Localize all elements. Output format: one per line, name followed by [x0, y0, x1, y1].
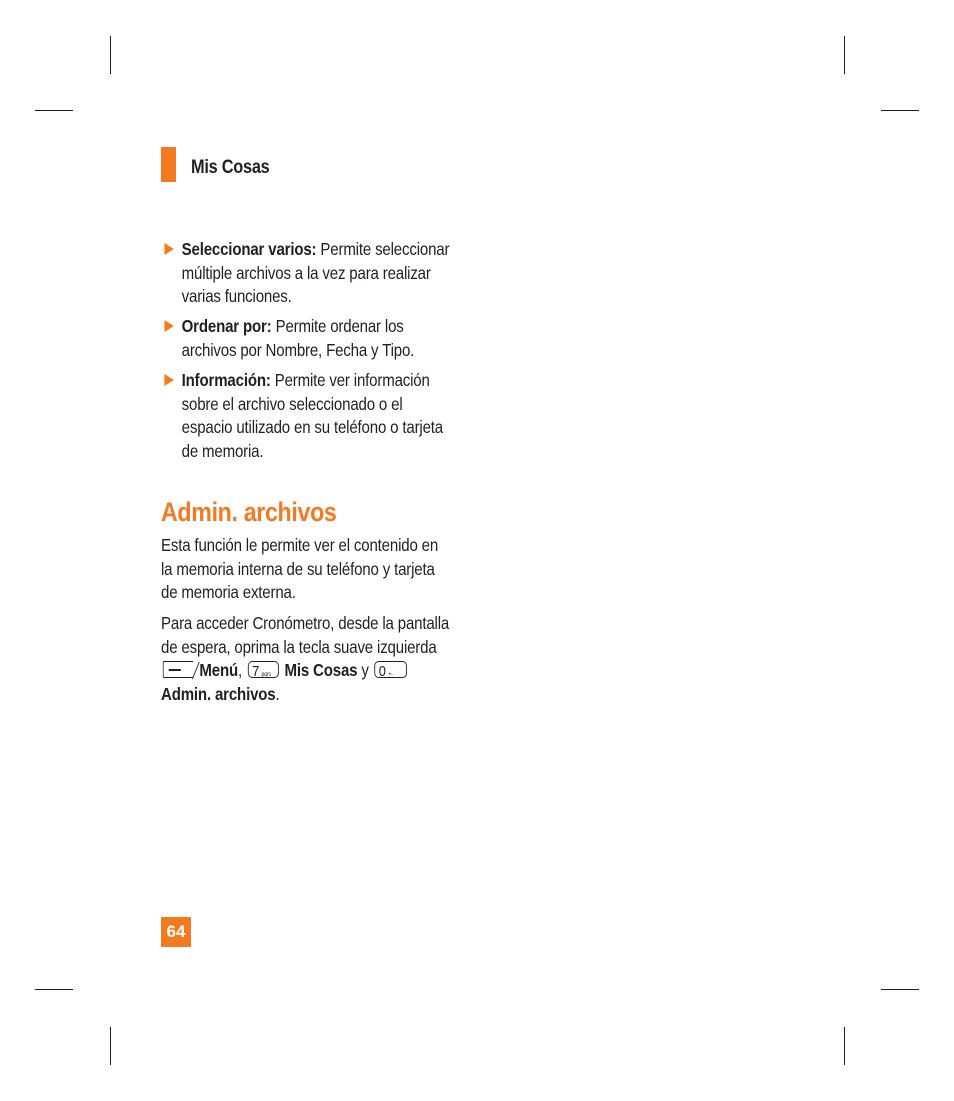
intro-paragraph: Esta función le permite ver el contenido en la memoria interna de su teléfono y tarjeta de memoria externa.: [161, 535, 439, 602]
section-title: Mis Cosas: [191, 157, 270, 178]
bullet-triangle-icon: [164, 320, 173, 332]
bullet-triangle-icon: [164, 374, 173, 386]
key-0-sub: +-: [388, 671, 393, 678]
comma: ,: [238, 660, 243, 680]
section-marker: [161, 147, 176, 182]
bullet-text: Permite ver información sobre el archivo seleccionado o el espacio utilizado en su teléfono o tarjeta de memoria.: [181, 370, 443, 461]
crop-mark: [844, 1027, 845, 1065]
crop-mark: [881, 989, 919, 990]
crop-mark: [110, 1027, 111, 1065]
crop-mark: [35, 110, 73, 111]
crop-mark: [844, 36, 845, 74]
instructions-text: Para acceder Cronómetro, desde la pantalla de espera, oprima la tecla suave izquierda: [161, 613, 450, 657]
crop-mark: [110, 36, 111, 74]
list-item: [161, 238, 453, 309]
bullet-term: Seleccionar varios:: [181, 239, 317, 259]
bullet-text: Permite seleccionar múltiple archivos a la vez para realizar varias funciones.: [181, 239, 450, 306]
bullet-text: Permite ordenar los archivos por Nombre, Fecha y Tipo.: [181, 316, 415, 360]
mis-cosas-label: Mis Cosas: [284, 660, 358, 680]
key-7-icon: [248, 661, 279, 678]
bullet-triangle-icon: [164, 243, 173, 255]
admin-label: Admin. archivos: [161, 683, 276, 704]
key-0-label: 0: [378, 662, 386, 680]
key-7-label: 7: [252, 662, 260, 680]
list-item: [161, 315, 453, 362]
key-7-sub: pqrs: [261, 671, 271, 678]
conjunction: y: [361, 660, 369, 680]
menu-label: Menú: [199, 660, 239, 680]
crop-mark: [35, 989, 73, 990]
instructions-paragraph: [161, 612, 453, 706]
bullet-term: Información:: [181, 370, 271, 390]
period: .: [275, 683, 280, 704]
page-number: 64: [161, 917, 191, 947]
crop-mark: [881, 110, 919, 111]
list-item: [161, 369, 453, 463]
key-0-icon: [374, 661, 407, 678]
left-soft-key-icon: [163, 661, 194, 678]
page-heading: Admin. archivos: [161, 497, 337, 527]
bullet-term: Ordenar por:: [181, 316, 272, 336]
